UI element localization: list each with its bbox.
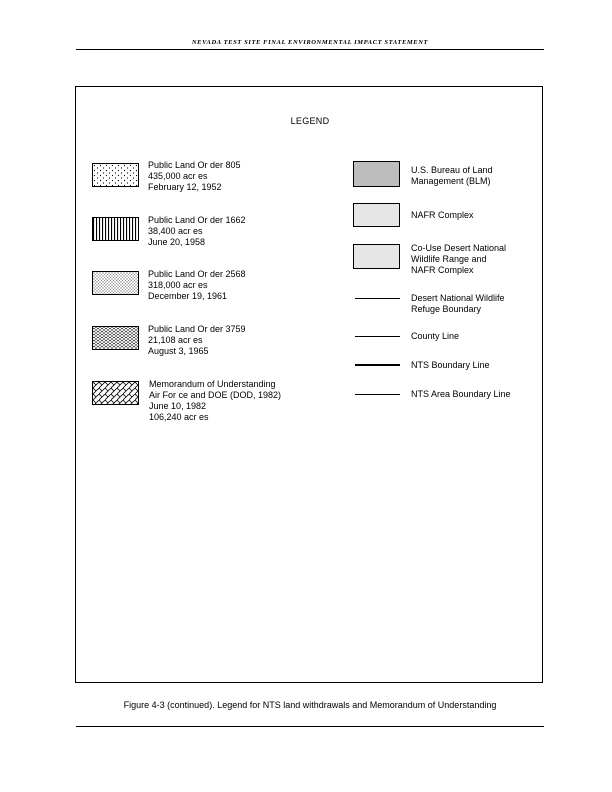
legend-item-mou: Memorandum of Understanding Air For ce and DOE (DOD, 1982) June 10, 1982 106,240 acr es [149,379,282,422]
legend-item-nts-area-boundary: NTS Area Boundary Line [411,389,511,399]
footer-rule [76,726,544,727]
running-header: NEVADA TEST SITE FINAL ENVIRONMENTAL IMPACT STATEMENT [191,39,429,46]
co-use-swatch [353,244,400,269]
sparse-dots-icon [92,163,139,187]
blm-swatch [353,161,400,187]
legend-title: LEGEND [290,116,330,126]
figure-caption: Figure 4-3 (continued). Legend for NTS land withdrawals and Memorandum of Understanding [123,700,497,710]
county-line-icon [355,336,400,337]
crosshatch-icon [92,381,139,405]
legend-item-nts-boundary: NTS Boundary Line [411,360,490,370]
legend-item-nafr: NAFR Complex [411,210,474,220]
legend-item-blm: U.S. Bureau of Land Management (BLM) [411,165,493,186]
legend-item-refuge-boundary: Desert National Wildlife Refuge Boundary [411,293,505,314]
nafr-swatch [353,203,400,227]
nts-boundary-line-icon [355,364,400,366]
legend-item-plo-3759: Public Land Or der 3759 21,108 acr es August 3, 1965 [148,324,246,356]
legend-item-plo-805: Public Land Or der 805 435,000 acr es February 12, 1952 [148,160,241,192]
legend-item-co-use: Co-Use Desert National Wildlife Range and NAFR Complex [411,243,507,275]
legend-item-plo-1662: Public Land Or der 1662 38,400 acr es June 20, 1958 [148,215,246,247]
vertical-stripes-icon [92,217,139,241]
dense-dots-icon [92,326,139,350]
refuge-boundary-line-icon [355,298,400,299]
fine-dots-icon [92,271,139,295]
header-rule [76,49,544,50]
legend-item-county-line: County Line [411,331,460,341]
nts-area-boundary-line-icon [355,394,400,395]
legend-item-plo-2568: Public Land Or der 2568 318,000 acr es December 19, 1961 [148,269,246,301]
